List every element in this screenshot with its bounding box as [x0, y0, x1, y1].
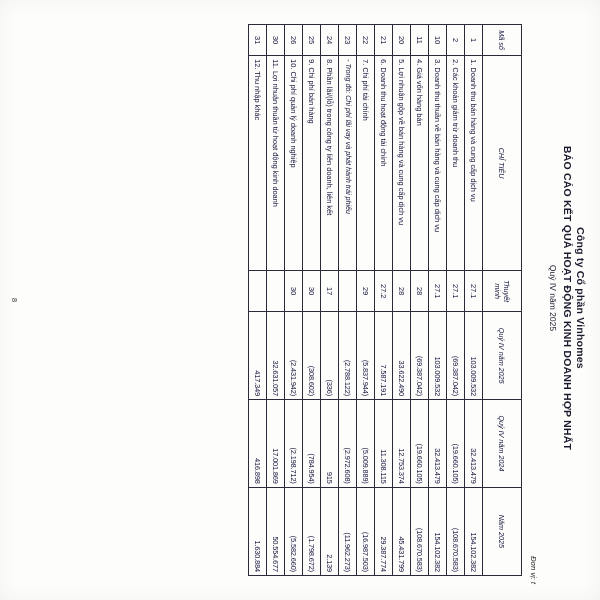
row-label: Doanh thu hoạt động tài chính — [379, 67, 388, 167]
cell-year-2025: (5.582.660) — [285, 487, 303, 575]
cell-year-2025: 29.387.774 — [375, 487, 393, 575]
column-header-note: Thuyết minh — [483, 270, 522, 311]
table-row — [375, 25, 393, 576]
cell-note: 17 — [321, 270, 339, 311]
table-row — [339, 25, 357, 576]
page-number: 8 — [10, 297, 19, 303]
cell-year-2025: 154.102.382 — [429, 487, 447, 575]
report-period: Quý IV năm 2025 — [548, 264, 558, 332]
cell-q4-2025: (2.431.942) — [285, 312, 303, 400]
cell-note: 30 — [285, 270, 303, 311]
cell-note: 28 — [393, 270, 411, 311]
cell-code: 23 — [339, 25, 357, 56]
cell-indicator — [465, 56, 483, 271]
cell-indicator — [411, 56, 429, 271]
row-label: Doanh thu bán hàng và cung cấp dịch vụ — [469, 67, 478, 202]
cell-note: 28 — [411, 270, 429, 311]
row-number: 2. — [451, 59, 460, 66]
column-header-code: Mã số — [483, 25, 522, 56]
cell-q4-2025: (308.602) — [303, 312, 321, 400]
row-label: Doanh thu thuần về bán hàng và cung cấp dịch vụ — [433, 67, 442, 233]
row-number: 11. — [271, 59, 280, 69]
table-row — [249, 25, 267, 576]
cell-code: 11 — [411, 25, 429, 56]
row-number: 12. — [253, 59, 262, 70]
row-label: Chi phí tài chính — [361, 67, 370, 121]
cell-code: 25 — [303, 25, 321, 56]
cell-indicator — [303, 56, 321, 271]
row-label: Lợi nhuận thuần từ hoạt động kinh doanh — [271, 70, 280, 207]
column-header-q4-2025: Quý IV năm 2025 — [483, 312, 522, 400]
cell-year-2025: 45.431.799 — [393, 487, 411, 575]
cell-q4-2024: (19.660.105) — [411, 400, 429, 488]
cell-year-2025: 1.630.884 — [249, 487, 267, 575]
cell-q4-2024: 17.001.869 — [267, 400, 285, 488]
table-row — [429, 25, 447, 576]
table-header-row — [483, 25, 522, 576]
row-label: Lợi nhuận gộp về bán hàng và cung cấp dịch vụ — [397, 67, 406, 226]
currency-unit-note: Đơn vị: t — [529, 556, 538, 584]
cell-q4-2025: (2.788.122) — [339, 312, 357, 400]
table-row — [357, 25, 375, 576]
company-name: Công ty Cổ phần Vinhomes — [574, 227, 586, 369]
table-row — [267, 25, 285, 576]
row-label: Các khoản giảm trừ doanh thu — [451, 67, 460, 168]
cell-q4-2025: 417.349 — [249, 312, 267, 400]
cell-year-2025: (108.670.583) — [411, 487, 429, 575]
cell-q4-2024: (2.198.712) — [285, 400, 303, 488]
cell-q4-2025: (5.837.944) — [357, 312, 375, 400]
cell-q4-2025: 7.587.191 — [375, 312, 393, 400]
cell-year-2025: 154.102.382 — [465, 487, 483, 575]
cell-note — [339, 270, 357, 311]
cell-q4-2024: (2.972.608) — [339, 400, 357, 488]
cell-q4-2024: (784.954) — [303, 400, 321, 488]
cell-code: 1 — [465, 25, 483, 56]
column-header-indicator: CHỈ TIÊU — [483, 56, 522, 271]
cell-note — [249, 270, 267, 311]
cell-q4-2025: (69.387.042) — [411, 312, 429, 400]
row-label: Giá vốn hàng bán — [415, 67, 424, 126]
cell-code: 31 — [249, 25, 267, 56]
table-body — [249, 25, 483, 576]
cell-note: 27.1 — [429, 270, 447, 311]
cell-note: 27.1 — [447, 270, 465, 311]
cell-indicator — [321, 56, 339, 271]
report-title: BÁO CÁO KẾT QUẢ HOẠT ĐỘNG KINH DOANH HỢP NHẤT — [561, 145, 573, 451]
row-label: Phần lãi/(lỗ) trong công ty liên doanh, liên kết — [325, 67, 334, 216]
row-number: 6. — [379, 59, 388, 66]
cell-indicator — [267, 56, 285, 271]
cell-code: 10 — [429, 25, 447, 56]
cell-q4-2024: (19.660.105) — [447, 400, 465, 488]
cell-year-2025: (16.987.503) — [357, 487, 375, 575]
cell-q4-2025: 103.009.532 — [429, 312, 447, 400]
income-statement-table — [248, 24, 522, 576]
table-row — [447, 25, 465, 576]
cell-code: 21 — [375, 25, 393, 56]
row-label: Thu nhập khác — [253, 71, 262, 121]
row-label: Chi phí bán hàng — [307, 67, 316, 124]
cell-q4-2024: 32.413.479 — [429, 400, 447, 488]
cell-q4-2024: 11.308.115 — [375, 400, 393, 488]
row-number: 7. — [361, 59, 370, 66]
table-row — [285, 25, 303, 576]
row-number: 9. — [307, 59, 316, 66]
cell-note — [267, 270, 285, 311]
report-header — [547, 18, 586, 578]
cell-year-2025: (108.670.583) — [447, 487, 465, 575]
cell-indicator — [285, 56, 303, 271]
row-number: 4. — [415, 59, 424, 66]
cell-q4-2024: 12.753.374 — [393, 400, 411, 488]
cell-q4-2025: 33.622.490 — [393, 312, 411, 400]
cell-code: 26 — [285, 25, 303, 56]
table-row — [303, 25, 321, 576]
table-row — [465, 25, 483, 576]
cell-q4-2025: 32.631.057 — [267, 312, 285, 400]
cell-indicator — [375, 56, 393, 271]
row-number: 8. — [325, 59, 334, 66]
cell-q4-2024: (5.009.889) — [357, 400, 375, 488]
cell-indicator — [447, 56, 465, 271]
cell-indicator — [393, 56, 411, 271]
cell-code: 22 — [357, 25, 375, 56]
cell-year-2025: 2.139 — [321, 487, 339, 575]
column-header-year-2025: Năm 2025 — [483, 487, 522, 575]
cell-year-2025: (1.798.672) — [303, 487, 321, 575]
cell-note: 27.1 — [465, 270, 483, 311]
row-number: 5. — [397, 59, 406, 66]
cell-indicator: - Trong đó: Chi phí lãi vay và phát hành trái phiếu — [339, 56, 357, 271]
cell-q4-2024: 32.413.479 — [465, 400, 483, 488]
row-label: Chi phí quản lý doanh nghiệp — [289, 71, 298, 168]
row-number: 10. — [289, 59, 298, 70]
cell-code: 2 — [447, 25, 465, 56]
cell-indicator — [429, 56, 447, 271]
cell-year-2025: (11.962.273) — [339, 487, 357, 575]
cell-note: 29 — [357, 270, 375, 311]
table-row — [321, 25, 339, 576]
cell-indicator — [249, 56, 267, 271]
cell-year-2025: 50.554.677 — [267, 487, 285, 575]
column-header-q4-2024: Quý IV năm 2024 — [483, 400, 522, 488]
table-row — [411, 25, 429, 576]
cell-q4-2025: 103.009.532 — [465, 312, 483, 400]
cell-code: 24 — [321, 25, 339, 56]
cell-code: 30 — [267, 25, 285, 56]
cell-q4-2025: (69.387.042) — [447, 312, 465, 400]
cell-q4-2025: (336) — [321, 312, 339, 400]
table-row — [393, 25, 411, 576]
cell-code: 20 — [393, 25, 411, 56]
cell-indicator — [357, 56, 375, 271]
cell-q4-2024: 416.898 — [249, 400, 267, 488]
row-number: 1. — [469, 59, 478, 66]
cell-note: 30 — [303, 270, 321, 311]
cell-note: 27.2 — [375, 270, 393, 311]
row-number: 3. — [433, 59, 442, 66]
cell-q4-2024: 915 — [321, 400, 339, 488]
